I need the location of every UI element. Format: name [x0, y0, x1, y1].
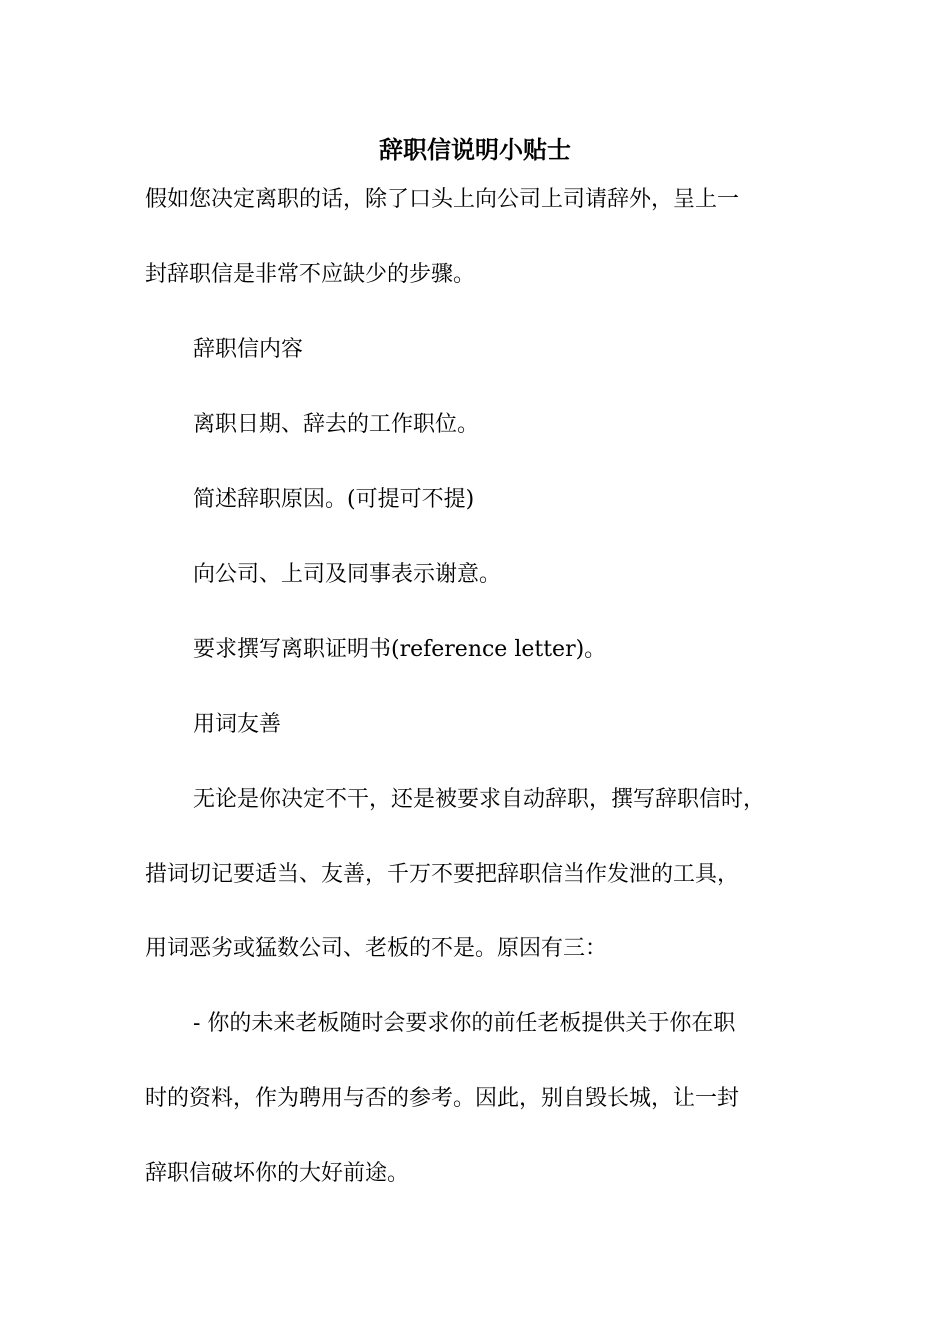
paragraph-line: 措词切记要适当、友善，千万不要把辞职信当作发泄的工具，	[145, 862, 740, 887]
section-heading: 用词友善	[193, 712, 282, 737]
list-item: 离职日期、辞去的工作职位。	[193, 412, 480, 437]
paragraph-line: - 你的未来老板随时会要求你的前任老板提供关于你在职	[193, 1011, 736, 1036]
paragraph-line: 辞职信破坏你的大好前途。	[145, 1161, 410, 1186]
paragraph-line: 封辞职信是非常不应缺少的步骤。	[145, 262, 476, 287]
paragraph-line: 无论是你决定不干，还是被要求自动辞职，撰写辞职信时，	[193, 787, 766, 812]
list-item: 简述辞职原因。(可提可不提)	[193, 487, 475, 512]
section-heading: 辞职信内容	[193, 337, 304, 362]
document-title: 辞职信说明小贴士	[379, 135, 571, 164]
paragraph-line: 时的资料，作为聘用与否的参考。因此，别自毁长城，让一封	[145, 1086, 740, 1111]
paragraph-line: 假如您决定离职的话，除了口头上向公司上司请辞外，呈上一	[145, 187, 740, 212]
list-item: 要求撰写离职证明书(reference letter)。	[193, 637, 607, 662]
paragraph-line: 用词恶劣或猛数公司、老板的不是。原因有三：	[145, 936, 608, 961]
list-item: 向公司、上司及同事表示谢意。	[193, 562, 502, 587]
